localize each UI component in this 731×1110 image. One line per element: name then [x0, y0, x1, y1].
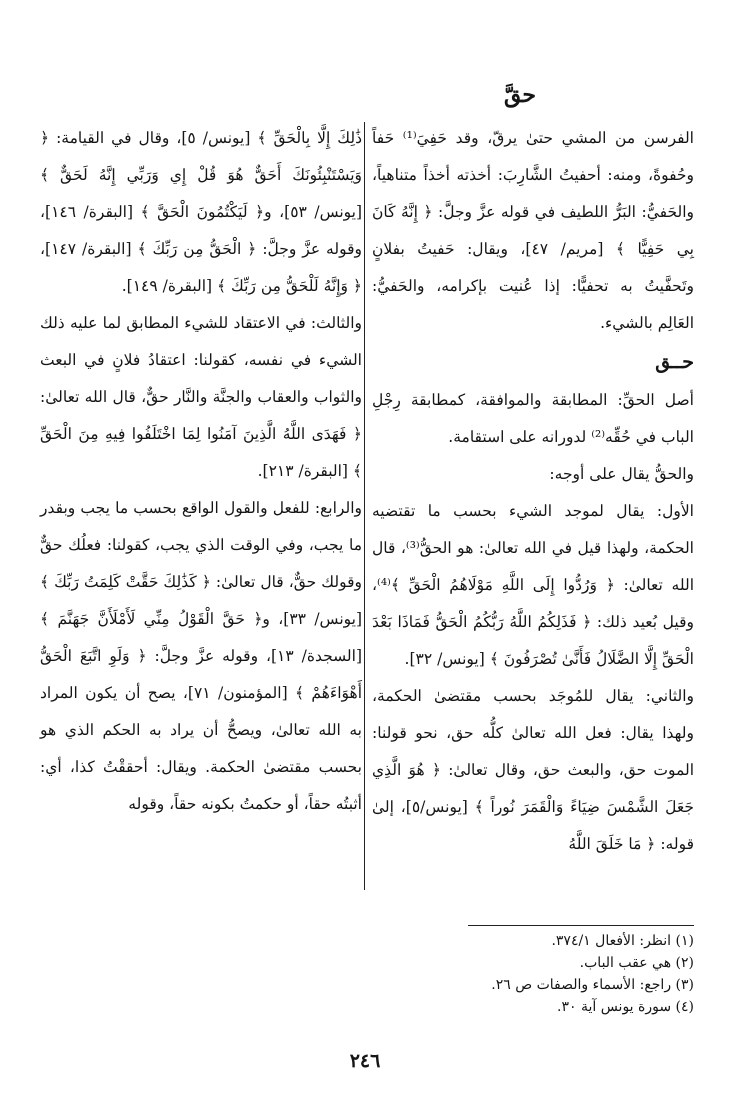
paragraph: والثالث: في الاعتقاد للشيء المطابق لما عليه ذلك الشيء في نفسه، كقولنا: اعتقادُ فلانٍ في البعث والثواب والعقاب والجنَّة والنَّار حقٌّ، قال الله تعالىٰ: ﴿ فَهَدَى اللَّهُ الَّذِينَ آمَنُوا لِمَا اخْتَلَفُوا فِيهِ مِنَ الْحَقِّ ﴾ [البقرة/ ٢١٣]. — [40, 314, 362, 480]
paragraph: والثاني: يقال للمُوجَد بحسب مقتضىٰ الحكمة، ولهذا يقال: فعل الله تعالىٰ كلُّه حق، نحو قولنا: الموت حق، والبعث حق، وقال تعالىٰ: ﴿ هُوَ الَّذِي جَعَلَ الشَّمْسَ ضِيَاءً وَالْقَمَرَ نُوراً ﴾ [يونس/٥]، إلىٰ قوله: ﴿ مَا خَلَقَ اللَّهُ — [372, 687, 694, 853]
paragraph: والرابع: للفعل والقول الواقع بحسب ما يجب وبقدر ما يجب، وفي الوقت الذي يجب، كقولنا: فعلُك حقٌّ وقولك حقٌّ، قال تعالىٰ: ﴿ كَذَٰلِكَ حَقَّتْ كَلِمَتُ رَبِّكَ ﴾ [يونس/ ٣٣]، و﴿ حَقَّ الْقَوْلُ مِنِّي لَأَمْلَأَنَّ جَهَنَّمَ ﴾ [السجدة/ ١٣]، وقوله عزَّ وجلَّ: ﴿ وَلَوِ اتَّبَعَ الْحَقُّ أَهْوَاءَهُمْ ﴾ [المؤمنون/ ٧١]، يصح أن يكون المراد به الله تعالىٰ، ويصحُّ أن يراد به الحكم الذي هو بحسب مقتضىٰ الحكمة. ويقال: أحققْتُ كذا، أي: أثبتُه حقاً، أو حكمتُ بكونه حقاً، وقوله — [40, 499, 363, 813]
paragraph: الأول: يقال لموجد الشيء بحسب ما تقتضيه الحكمة، ولهذا قيل في الله تعالىٰ: هو الحقُّ⁽³⁾، قال الله تعالىٰ: ﴿ وَرُدُّوا إِلَى اللَّهِ مَوْلَاهُمُ الْحَقِّ ﴾⁽⁴⁾، وقيل بُعيد ذلك: ﴿ فَذَلِكُمُ اللَّهُ رَبُّكُمُ الْحَقُّ فَمَاذَا بَعْدَ الْحَقِّ إِلَّا الضَّلَالُ فَأَنَّىٰ تُصْرَفُونَ ﴾ [يونس/ ٣٢]. — [372, 502, 694, 668]
footnote: (٣) راجع: الأسماء والصفات ص ٢٦. — [491, 977, 694, 993]
paragraph: أصل الحقِّ: المطابقة والموافقة، كمطابقة رِجْلِ الباب في حُقِّه⁽²⁾ لدورانه على استقامة. — [372, 391, 694, 446]
footnote: (٢) هي عقب الباب. — [579, 955, 694, 971]
footnote: (١) انظر: الأفعال ٣٧٤/١. — [551, 933, 694, 949]
entry-headword: حــق — [655, 351, 694, 373]
paragraph: ذَٰلِكَ إِلَّا بِالْحَقِّ ﴾ [يونس/ ٥]، وقال في القيامة: ﴿ وَيَسْتَنْبِئُونَكَ أَحَقٌّ هُوَ قُلْ إِي وَرَبِّي إِنَّهُ لَحَقٌّ ﴾ [يونس/ ٥٣]، و﴿ لَيَكْتُمُونَ الْحَقَّ ﴾ [البقرة/ ١٤٦]، وقوله عزَّ وجلَّ: ﴿ الْحَقُّ مِن رَبِّكَ ﴾ [البقرة/ ١٤٧]، ﴿ وَإِنَّهُ لَلْحَقُّ مِن رَبِّكَ ﴾ [البقرة/ ١٤٩]. — [40, 129, 363, 295]
footnotes — [330, 930, 694, 1018]
entry-header: حقَّ — [504, 82, 536, 108]
footnote-divider — [468, 925, 694, 926]
page-number: ٢٤٦ — [349, 1050, 381, 1072]
paragraph: والحقُّ يقال على أوجه: — [549, 465, 694, 483]
left-column — [40, 120, 362, 890]
footnote: (٤) سورة يونس آية ٣٠. — [557, 999, 694, 1015]
paragraph: الفرسن من المشي حتىٰ يرقّ، وقد حَفِيَ⁽¹⁾ حَفاً وحُفوةً، ومنه: أحفيتُ الشَّارِبَ: أخذته أخذاً متناهياً، والحَفيُّ: البَرُّ اللطيف في قوله عزَّ وجلَّ: ﴿ إِنَّهُ كَانَ بِي حَفِيًّا ﴾ [مريم/ ٤٧]، ويقال: حَفيتُ بفلانٍ وتَحفَّيتُ به تحفيًّا: إذا عُنيت بإكرامه، والحَفيُّ: العَالِم بالشيء. — [372, 129, 694, 332]
right-column — [372, 120, 694, 890]
column-divider — [364, 122, 365, 890]
